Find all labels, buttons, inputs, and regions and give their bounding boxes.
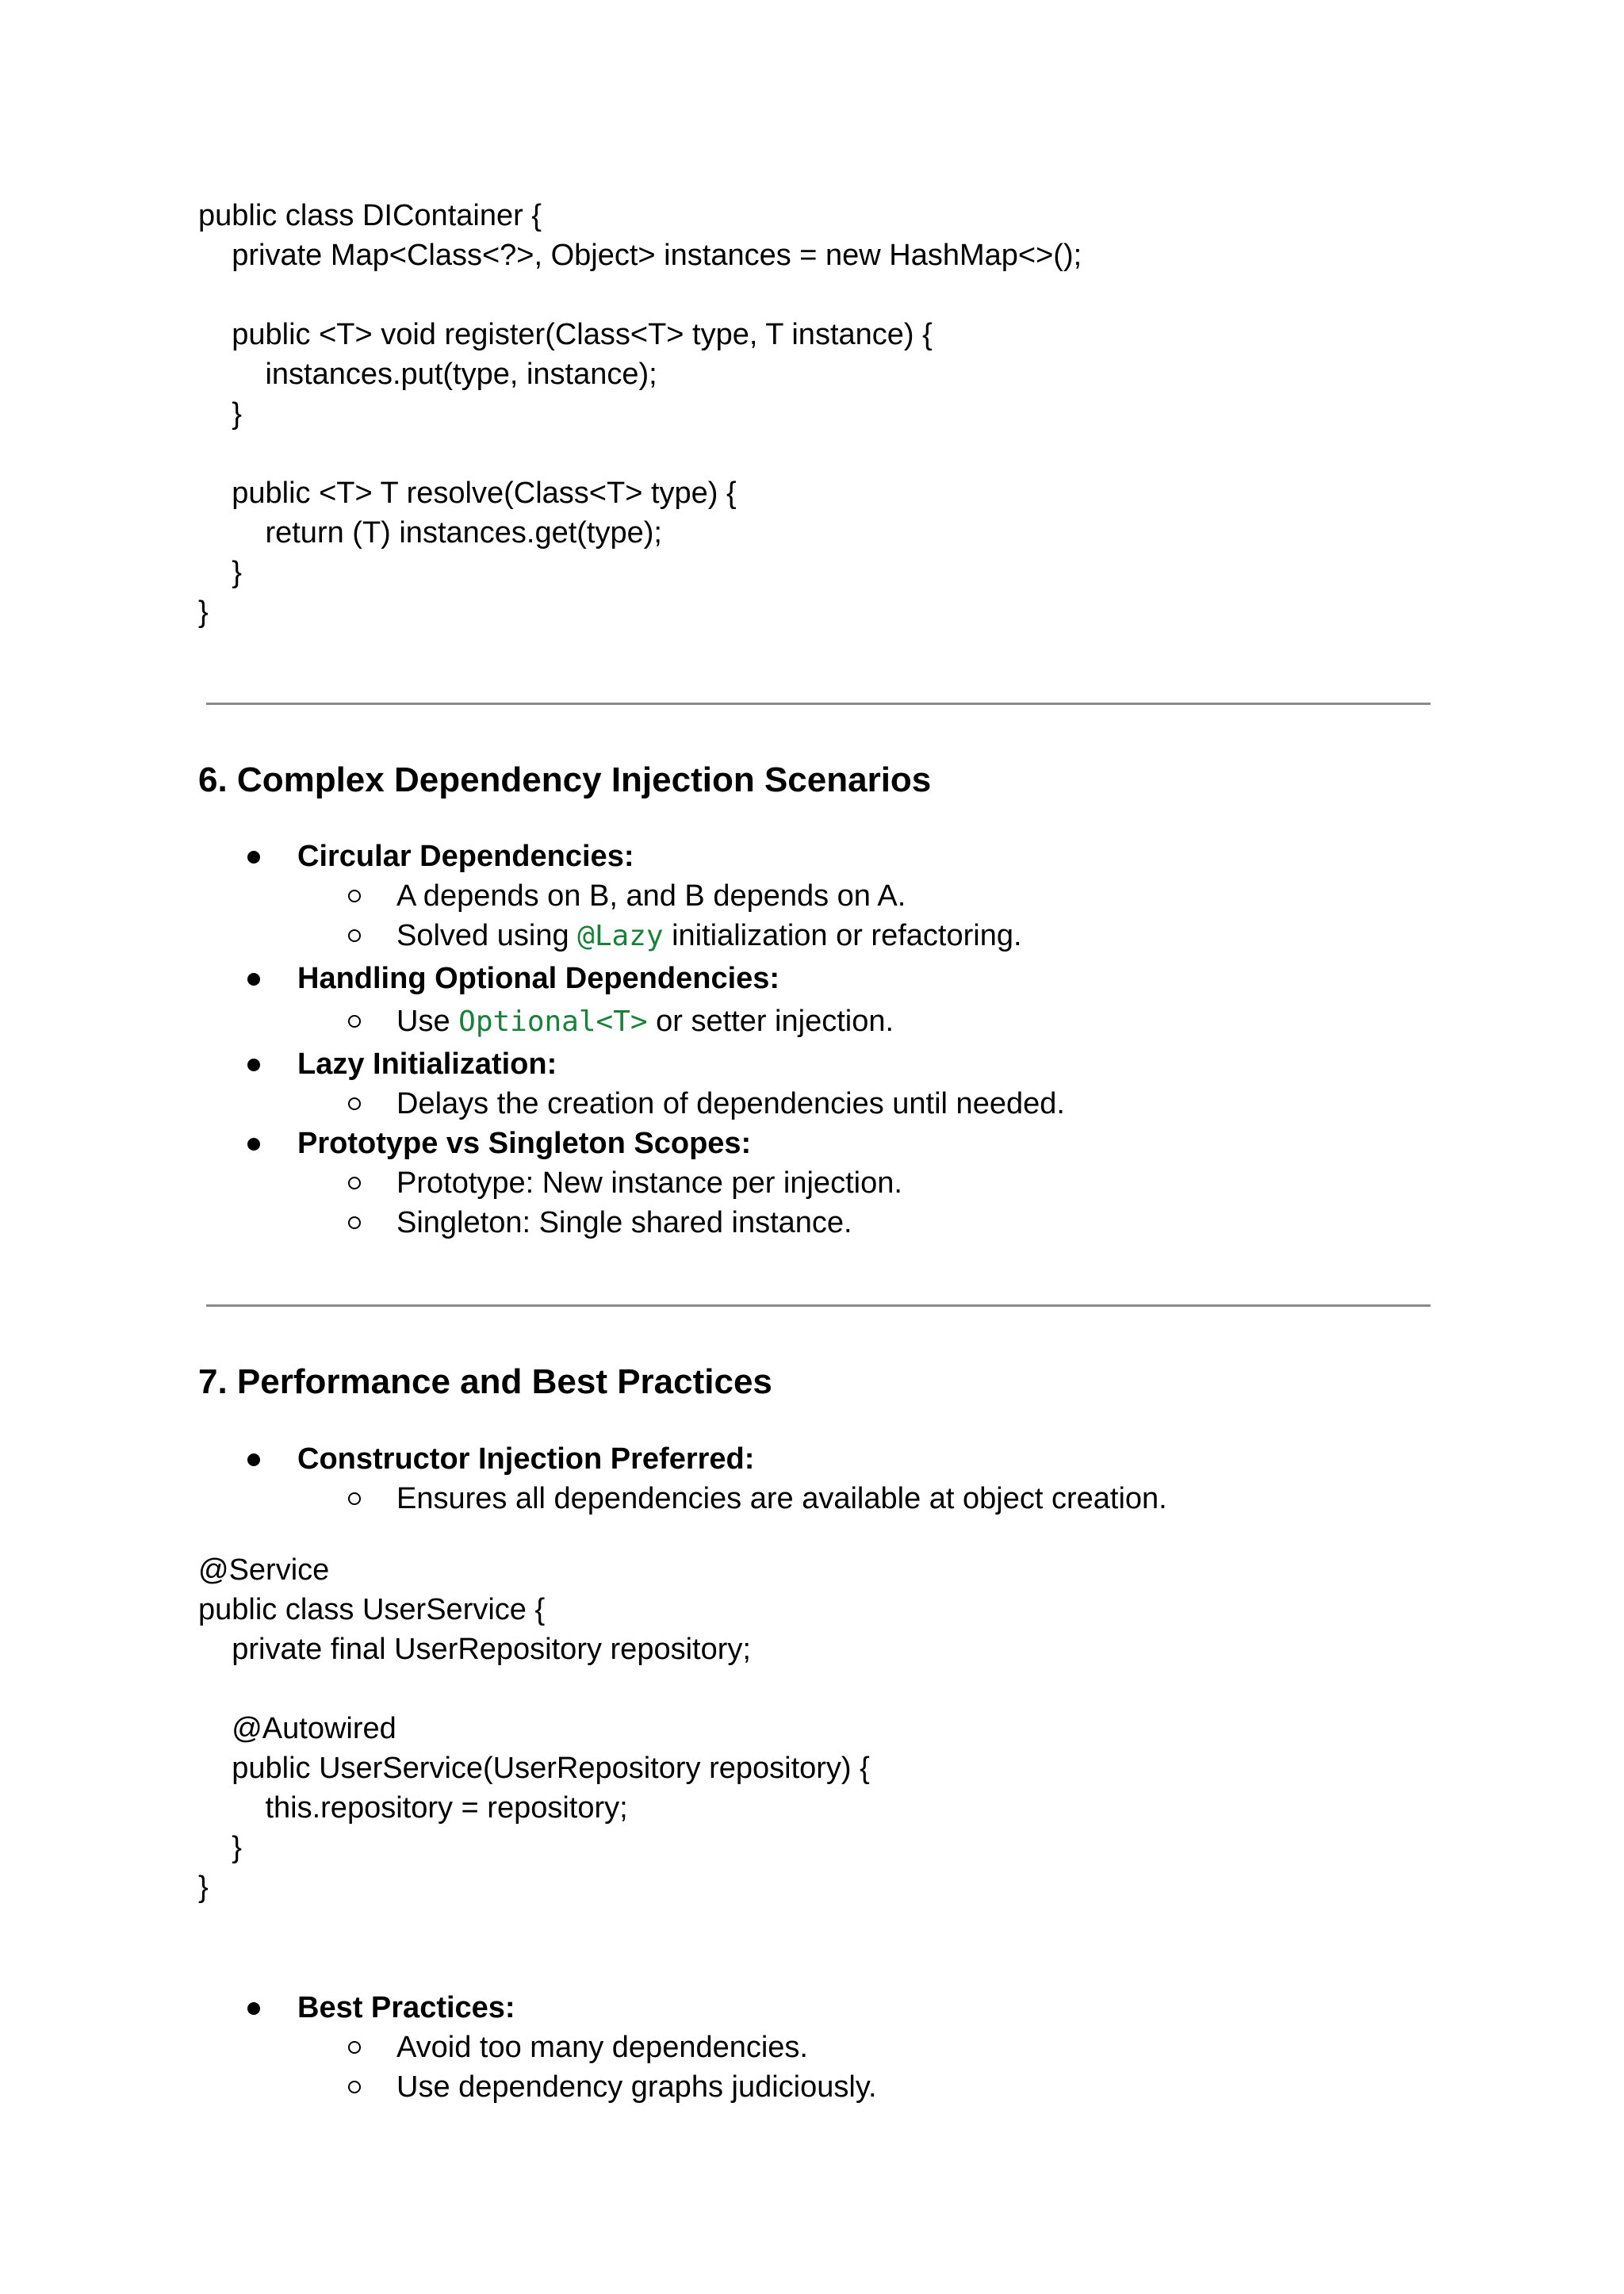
code-line: this.repository = repository;: [198, 1791, 628, 1825]
filled-bullet-icon: [247, 973, 260, 986]
filled-bullet-icon: [247, 2002, 260, 2015]
list-item: [0, 1044, 1624, 1084]
list-subitem-text: Use dependency graphs judiciously.: [396, 2070, 877, 2104]
section-6-heading: 6. Complex Dependency Injection Scenarios: [198, 760, 932, 799]
code-line: public UserService(UserRepository repository) {: [198, 1752, 870, 1785]
list-subitem: [0, 1479, 1624, 1518]
list-item-label: Prototype vs Singleton Scopes:: [297, 1127, 752, 1160]
code-line: [198, 275, 1082, 315]
list-subitem-text: Singleton: Single shared instance.: [396, 1206, 852, 1239]
list-subitem-text: [396, 1001, 894, 1042]
list-item: [0, 959, 1624, 1001]
code-line: public <T> T resolve(Class<T> type) {: [198, 477, 737, 510]
code-line: }: [198, 556, 242, 589]
list-item: [0, 1988, 1624, 2028]
code-line: public class UserService {: [198, 1593, 546, 1626]
list-item: [0, 837, 1624, 876]
list-subitem: [0, 2028, 1624, 2067]
list-item: [0, 1439, 1624, 1479]
section-7-heading: 7. Performance and Best Practices: [198, 1362, 772, 1401]
list-subitem: [0, 916, 1624, 959]
filled-bullet-icon: [247, 851, 260, 864]
code-line: public class DIContainer {: [198, 199, 542, 232]
inline-code: @Lazy: [577, 920, 664, 952]
code-line: }: [198, 397, 242, 431]
filled-bullet-icon: [247, 1138, 260, 1151]
horizontal-rule: [206, 1304, 1431, 1307]
list-subitem: [0, 1203, 1624, 1243]
code-line: @Autowired: [198, 1712, 396, 1745]
hollow-bullet-icon: [348, 1177, 361, 1189]
list-subitem-text: [396, 916, 1022, 956]
horizontal-rule: [206, 703, 1431, 705]
code-line: [198, 434, 1082, 473]
list-subitem-text: Avoid too many dependencies.: [396, 2031, 808, 2064]
list-subitem-text: Prototype: New instance per injection.: [396, 1166, 902, 1200]
list-item-label: Handling Optional Dependencies:: [297, 962, 780, 995]
code-block-userservice: [198, 1550, 870, 1907]
filled-bullet-icon: [247, 1453, 260, 1466]
code-line: return (T) instances.get(type);: [198, 516, 662, 550]
code-line: }: [198, 1871, 209, 1904]
hollow-bullet-icon: [348, 1097, 361, 1110]
code-line: }: [198, 1831, 242, 1864]
code-line: @Service: [198, 1553, 330, 1587]
best-practices-list: [0, 1988, 1624, 2107]
code-line: public <T> void register(Class<T> type, T instance) {: [198, 318, 933, 351]
list-subitem: [0, 1001, 1624, 1044]
code-line: instances.put(type, instance);: [198, 358, 657, 391]
filled-bullet-icon: [247, 1059, 260, 1071]
hollow-bullet-icon: [348, 2081, 361, 2093]
list-subitem: [0, 876, 1624, 916]
list-subitem: [0, 1084, 1624, 1124]
hollow-bullet-icon: [348, 2041, 361, 2054]
section-6-list: [0, 837, 1624, 1243]
inline-code: Optional<T>: [458, 1005, 648, 1038]
list-item-label: Best Practices:: [297, 1991, 515, 2024]
list-subitem-text: A depends on B, and B depends on A.: [396, 879, 906, 913]
list-subitem: [0, 1163, 1624, 1203]
list-subitem-text: Ensures all dependencies are available at object creation.: [396, 1482, 1167, 1515]
code-line: private Map<Class<?>, Object> instances = new HashMap<>();: [198, 239, 1082, 272]
text-segment: or setter injection.: [647, 1005, 894, 1038]
list-item: [0, 1124, 1624, 1163]
hollow-bullet-icon: [348, 890, 361, 902]
text-segment: Solved using: [396, 919, 578, 952]
text-segment: initialization or refactoring.: [663, 919, 1022, 952]
hollow-bullet-icon: [348, 1492, 361, 1505]
list-subitem: [0, 2067, 1624, 2107]
code-block-dicontainer: [198, 196, 1082, 632]
list-item-label: Circular Dependencies:: [297, 840, 634, 873]
section-7-list: [0, 1439, 1624, 1518]
code-line: }: [198, 596, 209, 629]
hollow-bullet-icon: [348, 1216, 361, 1229]
hollow-bullet-icon: [348, 1015, 361, 1028]
list-item-label: Constructor Injection Preferred:: [297, 1442, 755, 1476]
hollow-bullet-icon: [348, 929, 361, 942]
code-line: private final UserRepository repository;: [198, 1633, 751, 1666]
list-item-label: Lazy Initialization:: [297, 1047, 557, 1081]
list-subitem-text: Delays the creation of dependencies until needed.: [396, 1087, 1065, 1120]
text-segment: Use: [396, 1005, 459, 1038]
code-line: [198, 1669, 870, 1709]
